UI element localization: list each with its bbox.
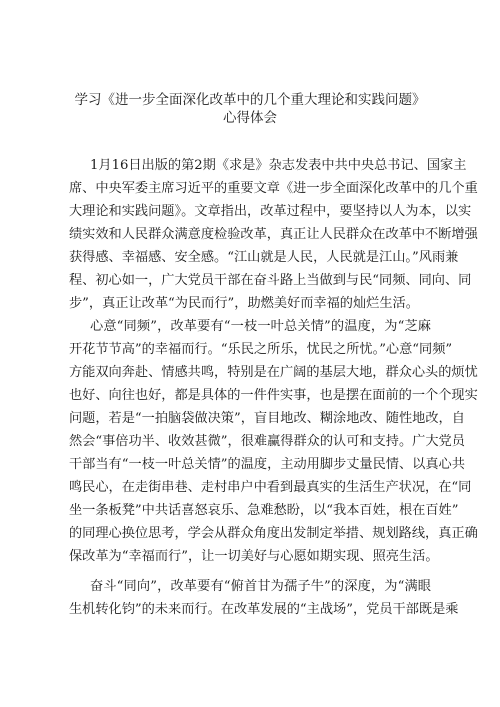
paragraph-2-line-8: 鸣民心，在走街串巷、走村串户中看到最真实的生活生产状况，在“同 [69, 480, 472, 495]
paragraph-2-line-9: 坐一条板凳”中共话喜怒哀乐、急难愁盼，以“我本百姓，根在百姓” [69, 503, 459, 518]
paragraph-1-line-3: 大理论和实践问题》。文章指出，改革过程中，要坚持以人为本，以实 [69, 204, 472, 219]
paragraph-2-line-6: 然会“事倍功半、收效甚微”，很难赢得群众的认可和支持。广大党员 [69, 434, 465, 449]
paragraph-1-line-6: 程、初心如一，广大党员干部在奋斗路上当做到与民“同频、同向、同 [69, 273, 472, 288]
paragraph-2-line-1: 心意“同频”，改革要有“一枝一叶总关情”的温度，为“芝麻 [90, 319, 431, 334]
paragraph-1-line-1: 1月16日出版的第2期《求是》杂志发表中共中央总书记、国家主 [90, 158, 467, 173]
paragraph-2-line-5: 问题，若是“一拍脑袋做决策”，盲目地改、糊涂地改、随性地改，自 [69, 411, 465, 426]
paragraph-1-line-7: 步”，真正让改革“为民而行”，助燃美好而幸福的灿烂生活。 [69, 296, 419, 311]
document-title: 学习《进一步全面深化改革中的几个重大理论和实践问题》 [74, 92, 426, 108]
document-subtitle: 心得体会 [223, 110, 277, 126]
paragraph-2-line-3: 方能双向奔赴、情感共鸣，特别是在广阔的基层大地，群众心头的烦忧 [69, 365, 478, 380]
paragraph-3-line-2: 生机转化钧”的未来而行。在改革发展的“主战场”，党员干部既是乘 [69, 602, 459, 617]
paragraph-2-line-2: 开花节节高”的幸福而行。“乐民之所乐，忧民之所忧。”心意“同频” [69, 342, 453, 357]
paragraph-2-line-10: 的同理心换位思考，学会从群众角度出发制定举措、规划路线，真正确 [69, 526, 478, 541]
paragraph-3-line-1: 奋斗“同向”，改革要有“俯首甘为孺子牛”的深度，为“满眼 [90, 579, 431, 594]
paragraph-1-line-5: 获得感、幸福感、安全感。“江山就是人民，人民就是江山。”风雨兼 [69, 250, 459, 265]
paragraph-1-line-2: 席、中央军委主席习近平的重要文章《进一步全面深化改革中的几个重 [69, 181, 478, 196]
paragraph-2-line-7: 干部当有“一枝一叶总关情”的温度，主动用脚步丈量民情、以真心共 [69, 457, 465, 472]
paragraph-1-line-4: 绩实效和人民群众满意度检验改革，真正让人民群众在改革中不断增强 [69, 227, 478, 242]
paragraph-2-line-11: 保改革为“幸福而行”，让一切美好与心愿如期实现、照亮生活。 [69, 549, 439, 564]
paragraph-2-line-4: 也好、向往也好，都是具体的一件件实事，也是摆在面前的一个个现实 [69, 388, 478, 403]
